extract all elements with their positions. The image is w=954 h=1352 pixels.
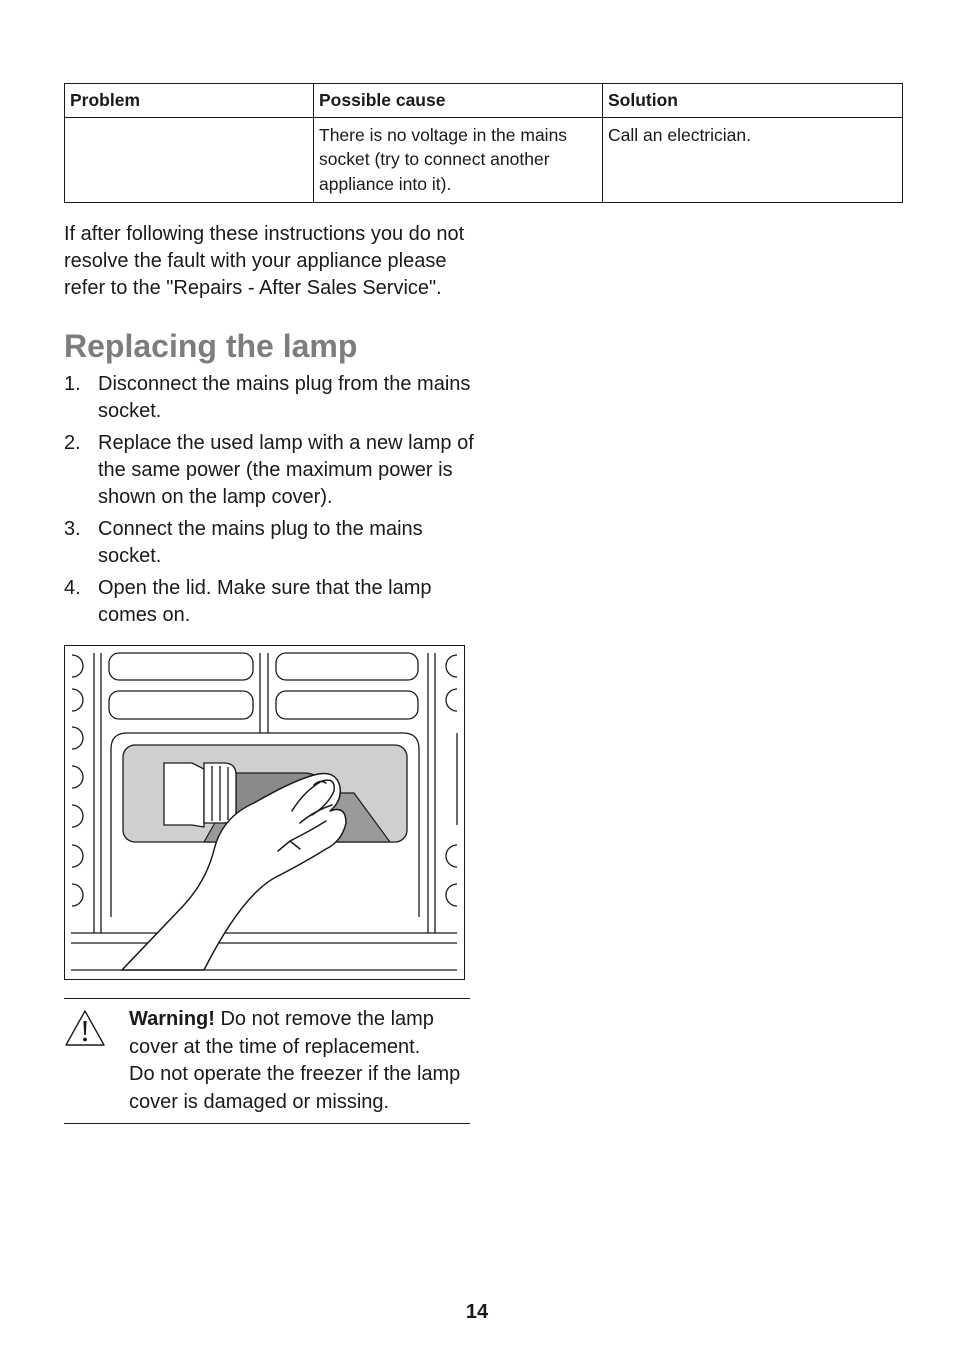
steps-list [64,371,479,634]
cell-problem [65,117,314,202]
step-item [64,371,479,425]
header-solution: Solution [603,84,903,118]
step-item [64,516,479,570]
warning-text-2: Do not operate the freezer if the lamp cover is damaged or missing. [129,1063,461,1113]
step-text: Disconnect the mains plug from the mains socket. [98,373,471,422]
header-possible-cause: Possible cause [314,84,603,118]
warning-label: Warning! [129,1008,215,1030]
step-text: Replace the used lamp with a new lamp of the same power (the maximum power is shown on the lamp cover). [98,432,474,508]
step-number: 3. [64,518,81,540]
header-problem: Problem [65,84,314,118]
cell-solution: Call an electrician. [603,117,903,202]
intro-paragraph: If after following these instructions you do not resolve the fault with your appliance please refer to the "Repairs - After Sales Service". [64,223,465,299]
step-item [64,575,479,629]
step-text: Open the lid. Make sure that the lamp comes on. [98,577,432,626]
table-header-row [65,84,903,118]
warning-triangle-icon [64,1009,106,1047]
warning-box [64,998,470,1124]
table-row [65,117,903,202]
warning-text [129,1006,474,1116]
step-number: 1. [64,373,81,395]
cell-possible-cause: There is no voltage in the mains socket (try to connect another appliance into it). [314,117,603,202]
step-text: Connect the mains plug to the mains socket. [98,518,423,567]
section-heading: Replacing the lamp [64,328,358,364]
warning-text-1: Do not remove the lamp cover at the time of replacement. [129,1008,434,1058]
step-number: 4. [64,577,81,599]
step-number: 2. [64,432,81,454]
page-number: 14 [465,1301,489,1323]
lamp-replacement-illustration [64,645,465,980]
troubleshooting-table [64,83,903,203]
step-item [64,430,479,511]
